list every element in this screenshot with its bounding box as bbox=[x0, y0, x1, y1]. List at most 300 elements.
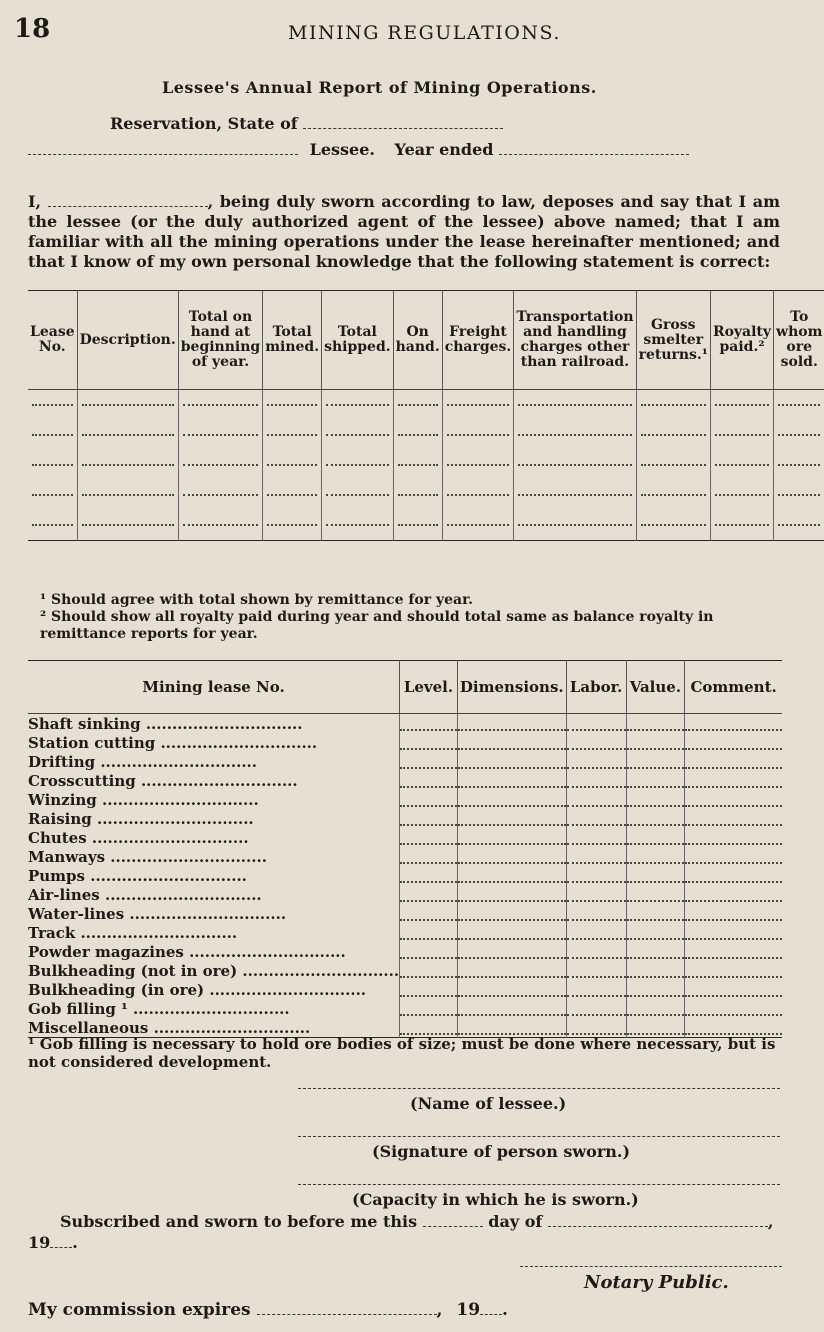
dotted-leader bbox=[567, 945, 626, 959]
table-cell[interactable] bbox=[400, 790, 458, 809]
work-type-label bbox=[28, 885, 400, 904]
table-cell[interactable] bbox=[626, 999, 685, 1018]
dotted-leader bbox=[400, 983, 457, 997]
table-cell[interactable] bbox=[263, 420, 322, 450]
dotted-leader bbox=[400, 850, 457, 864]
dotted-leader bbox=[447, 524, 510, 526]
dotted-leader bbox=[627, 1002, 685, 1016]
year-ended-blank[interactable] bbox=[499, 154, 689, 155]
dotted-leader bbox=[326, 464, 389, 466]
dotted-leader bbox=[183, 434, 258, 436]
table-cell[interactable] bbox=[774, 480, 824, 510]
table-cell[interactable] bbox=[442, 390, 514, 421]
dotted-leader: .............................. bbox=[86, 828, 249, 847]
table-cell[interactable] bbox=[685, 790, 782, 809]
dotted-leader bbox=[458, 850, 566, 864]
dotted-leader bbox=[82, 464, 174, 466]
dotted-leader bbox=[627, 850, 685, 864]
table-cell[interactable] bbox=[626, 714, 685, 734]
dotted-leader bbox=[778, 524, 820, 526]
table-cell[interactable] bbox=[626, 904, 685, 923]
table-cell[interactable] bbox=[566, 980, 626, 999]
dotted-leader bbox=[567, 831, 626, 845]
table-cell[interactable] bbox=[685, 714, 782, 734]
table-cell[interactable] bbox=[400, 809, 458, 828]
dotted-leader bbox=[458, 1002, 566, 1016]
table-cell[interactable] bbox=[626, 847, 685, 866]
table-cell[interactable] bbox=[322, 390, 394, 421]
dotted-leader: .............................. bbox=[237, 961, 400, 980]
dotted-leader bbox=[641, 464, 706, 466]
dotted-leader bbox=[398, 494, 438, 496]
table-row bbox=[28, 714, 782, 734]
table-cell[interactable] bbox=[457, 733, 566, 752]
table-cell[interactable] bbox=[566, 733, 626, 752]
form-title: Lessee's Annual Report of Mining Operations. bbox=[162, 78, 597, 97]
col-value: Value. bbox=[626, 661, 685, 714]
dotted-leader bbox=[458, 888, 566, 902]
table-row bbox=[28, 420, 824, 450]
col-royalty-paid: Royalty paid.² bbox=[710, 291, 773, 390]
table-cell[interactable] bbox=[393, 420, 442, 450]
table-cell[interactable] bbox=[178, 510, 262, 541]
commission-text: My commission expires bbox=[28, 1300, 251, 1320]
table-cell[interactable] bbox=[566, 885, 626, 904]
table-cell[interactable] bbox=[400, 980, 458, 999]
table-cell[interactable] bbox=[626, 980, 685, 999]
table-row bbox=[28, 942, 782, 961]
work-type-text: Drifting bbox=[28, 752, 96, 771]
dotted-leader bbox=[627, 736, 685, 750]
capacity-line[interactable] bbox=[298, 1184, 780, 1185]
table-cell[interactable] bbox=[77, 390, 178, 421]
table-cell[interactable] bbox=[636, 480, 710, 510]
dotted-leader bbox=[641, 434, 706, 436]
table-cell[interactable] bbox=[685, 923, 782, 942]
dotted-leader bbox=[567, 717, 626, 731]
dotted-leader: .............................. bbox=[105, 847, 267, 866]
table-cell[interactable] bbox=[393, 390, 442, 421]
table-cell[interactable] bbox=[566, 923, 626, 942]
table-cell[interactable] bbox=[322, 450, 394, 480]
table-cell[interactable] bbox=[457, 828, 566, 847]
table-row bbox=[28, 866, 782, 885]
table-cell[interactable] bbox=[457, 923, 566, 942]
table-cell[interactable] bbox=[566, 771, 626, 790]
dotted-leader bbox=[567, 774, 626, 788]
table-header-row bbox=[28, 661, 782, 714]
table-cell[interactable] bbox=[457, 904, 566, 923]
table-cell[interactable] bbox=[400, 733, 458, 752]
table-cell[interactable] bbox=[400, 847, 458, 866]
table-cell[interactable] bbox=[514, 510, 636, 541]
table-row bbox=[28, 752, 782, 771]
table-cell[interactable] bbox=[636, 420, 710, 450]
dotted-leader bbox=[400, 755, 457, 769]
dotted-leader bbox=[685, 983, 782, 997]
table-cell[interactable] bbox=[710, 450, 773, 480]
table-cell[interactable] bbox=[566, 790, 626, 809]
table-cell[interactable] bbox=[514, 450, 636, 480]
table-cell[interactable] bbox=[626, 828, 685, 847]
footnote-1: ¹ Should agree with total shown by remittance for year. bbox=[40, 592, 474, 608]
dotted-leader: .............................. bbox=[127, 999, 290, 1018]
table-row bbox=[28, 980, 782, 999]
table-cell[interactable] bbox=[400, 771, 458, 790]
dotted-leader bbox=[400, 869, 457, 883]
dotted-leader bbox=[567, 1002, 626, 1016]
table-cell[interactable] bbox=[393, 450, 442, 480]
dotted-leader bbox=[458, 774, 566, 788]
table-cell[interactable] bbox=[685, 752, 782, 771]
dotted-leader bbox=[567, 1021, 626, 1035]
table-cell[interactable] bbox=[28, 420, 77, 450]
table-cell[interactable] bbox=[626, 752, 685, 771]
reservation-blank[interactable] bbox=[303, 128, 503, 129]
table-cell[interactable] bbox=[710, 420, 773, 450]
oath-paragraph bbox=[28, 192, 780, 272]
table-cell[interactable] bbox=[636, 390, 710, 421]
table-cell[interactable] bbox=[400, 923, 458, 942]
dotted-leader: .............................. bbox=[95, 752, 257, 771]
commission-date-blank[interactable] bbox=[257, 1314, 437, 1315]
table-cell[interactable] bbox=[685, 828, 782, 847]
dotted-leader bbox=[400, 888, 457, 902]
table-cell[interactable] bbox=[457, 980, 566, 999]
col-level: Level. bbox=[400, 661, 458, 714]
dotted-leader bbox=[82, 524, 174, 526]
table-cell[interactable] bbox=[566, 714, 626, 734]
dotted-leader bbox=[518, 434, 631, 436]
table-cell[interactable] bbox=[393, 480, 442, 510]
dotted-leader bbox=[567, 793, 626, 807]
running-title: MINING REGULATIONS. bbox=[288, 22, 561, 44]
col-dimensions: Dimensions. bbox=[457, 661, 566, 714]
table-cell[interactable] bbox=[626, 885, 685, 904]
gob-filling-footnote: ¹ Gob filling is necessary to hold ore bodies of size; must be done where necessary, but is not considered development. bbox=[28, 1035, 776, 1071]
table-cell[interactable] bbox=[77, 450, 178, 480]
table-cell[interactable] bbox=[685, 999, 782, 1018]
month-blank[interactable] bbox=[548, 1226, 768, 1227]
dotted-leader bbox=[82, 434, 174, 436]
table-cell[interactable] bbox=[626, 790, 685, 809]
dotted-leader bbox=[447, 404, 510, 406]
dotted-leader: .............................. bbox=[99, 885, 262, 904]
dotted-leader bbox=[627, 888, 685, 902]
work-type-text: Manways bbox=[28, 847, 106, 866]
table-cell[interactable] bbox=[566, 961, 626, 980]
table-cell[interactable] bbox=[626, 809, 685, 828]
dotted-leader bbox=[400, 717, 457, 731]
dotted-leader bbox=[82, 404, 174, 406]
table-cell[interactable] bbox=[178, 390, 262, 421]
dotted-leader bbox=[641, 404, 706, 406]
table-cell[interactable] bbox=[28, 450, 77, 480]
dotted-leader bbox=[326, 524, 389, 526]
table-cell[interactable] bbox=[685, 847, 782, 866]
dotted-leader: .............................. bbox=[75, 923, 238, 942]
dotted-leader bbox=[458, 736, 566, 750]
table-cell[interactable] bbox=[442, 450, 514, 480]
table-row bbox=[28, 885, 782, 904]
col-description: Description. bbox=[77, 291, 178, 390]
dotted-leader bbox=[715, 464, 769, 466]
dotted-leader bbox=[398, 524, 438, 526]
dotted-leader bbox=[567, 812, 626, 826]
dotted-leader bbox=[183, 524, 258, 526]
dotted-leader bbox=[400, 1021, 457, 1035]
dotted-leader bbox=[715, 524, 769, 526]
table-cell[interactable] bbox=[442, 480, 514, 510]
table-cell[interactable] bbox=[400, 828, 458, 847]
table-cell[interactable] bbox=[178, 450, 262, 480]
table-cell[interactable] bbox=[710, 480, 773, 510]
table-cell[interactable] bbox=[636, 510, 710, 541]
table-cell[interactable] bbox=[400, 752, 458, 771]
col-total-shipped: Total shipped. bbox=[322, 291, 394, 390]
lessee-blank[interactable] bbox=[28, 154, 298, 155]
dotted-leader bbox=[458, 983, 566, 997]
table-cell[interactable] bbox=[400, 885, 458, 904]
signature-line[interactable] bbox=[298, 1136, 780, 1137]
table-cell[interactable] bbox=[322, 480, 394, 510]
dotted-leader: .............................. bbox=[91, 809, 254, 828]
work-type-label bbox=[28, 866, 400, 885]
reservation-line bbox=[110, 114, 503, 133]
table-cell[interactable] bbox=[457, 961, 566, 980]
dotted-leader bbox=[400, 831, 457, 845]
oath-text: , being duly sworn according to law, deposes and say that I am the lessee (or the duly authorized agent of the lessee) above named; that I am familiar with all the mining operations under the lease hereinafter mentioned; and that I know of my own personal knowledge that the following statement is correct: bbox=[28, 192, 780, 271]
dotted-leader bbox=[627, 869, 685, 883]
dotted-leader bbox=[627, 774, 685, 788]
table-cell[interactable] bbox=[457, 752, 566, 771]
dotted-leader bbox=[685, 831, 782, 845]
notary-signature-line[interactable] bbox=[520, 1266, 782, 1267]
dotted-leader bbox=[567, 888, 626, 902]
work-type-label bbox=[28, 961, 400, 980]
col-gross-smelter-returns: Gross smelter returns.¹ bbox=[636, 291, 710, 390]
dotted-leader bbox=[400, 736, 457, 750]
table-cell[interactable] bbox=[400, 999, 458, 1018]
work-type-text: Miscellaneous bbox=[28, 1018, 149, 1037]
dotted-leader bbox=[627, 907, 685, 921]
table-cell[interactable] bbox=[28, 390, 77, 421]
table-cell[interactable] bbox=[400, 942, 458, 961]
table-cell[interactable] bbox=[685, 942, 782, 961]
table-cell[interactable] bbox=[774, 390, 824, 421]
oath-start: I, bbox=[28, 192, 42, 211]
table-cell[interactable] bbox=[626, 733, 685, 752]
table-cell[interactable] bbox=[457, 771, 566, 790]
dotted-leader bbox=[627, 717, 685, 731]
table-cell[interactable] bbox=[442, 420, 514, 450]
table-cell[interactable] bbox=[400, 961, 458, 980]
col-total-on-hand-beginning: Total on hand at beginning of year. bbox=[178, 291, 262, 390]
dotted-leader: .............................. bbox=[96, 790, 259, 809]
dotted-leader bbox=[627, 945, 685, 959]
work-type-text: Track bbox=[28, 923, 76, 942]
table-cell[interactable] bbox=[457, 809, 566, 828]
table-cell[interactable] bbox=[263, 480, 322, 510]
dotted-leader bbox=[447, 494, 510, 496]
day-blank[interactable] bbox=[423, 1226, 483, 1227]
lessee-name-line[interactable] bbox=[298, 1088, 780, 1089]
table-cell[interactable] bbox=[400, 866, 458, 885]
table-cell[interactable] bbox=[685, 980, 782, 999]
table-cell[interactable] bbox=[77, 420, 178, 450]
dotted-leader bbox=[567, 907, 626, 921]
table-cell[interactable] bbox=[685, 809, 782, 828]
table-cell[interactable] bbox=[626, 866, 685, 885]
dotted-leader bbox=[267, 524, 317, 526]
table-cell[interactable] bbox=[685, 866, 782, 885]
table-cell[interactable] bbox=[457, 847, 566, 866]
table-row bbox=[28, 480, 824, 510]
table-cell[interactable] bbox=[514, 390, 636, 421]
dotted-leader bbox=[627, 983, 685, 997]
dotted-leader bbox=[183, 404, 258, 406]
dotted-leader bbox=[685, 755, 782, 769]
dotted-leader bbox=[400, 907, 457, 921]
table-cell[interactable] bbox=[685, 771, 782, 790]
dotted-leader bbox=[685, 717, 782, 731]
dotted-leader bbox=[326, 434, 389, 436]
table-cell[interactable] bbox=[457, 942, 566, 961]
table-cell[interactable] bbox=[774, 420, 824, 450]
commission-line: My commission expires , 19 . bbox=[28, 1300, 508, 1320]
dotted-leader bbox=[567, 755, 626, 769]
subscribed-year-line: 19 . bbox=[28, 1233, 78, 1252]
work-type-text: Chutes bbox=[28, 828, 87, 847]
table-cell[interactable] bbox=[626, 923, 685, 942]
commission-year-prefix: 19 bbox=[456, 1300, 481, 1320]
table-cell[interactable] bbox=[626, 771, 685, 790]
table-row bbox=[28, 771, 782, 790]
table-cell[interactable] bbox=[566, 866, 626, 885]
dotted-leader bbox=[398, 404, 438, 406]
table-cell[interactable] bbox=[685, 733, 782, 752]
table-cell[interactable] bbox=[685, 904, 782, 923]
dotted-leader bbox=[685, 888, 782, 902]
dotted-leader bbox=[567, 850, 626, 864]
table-cell[interactable] bbox=[626, 961, 685, 980]
dotted-leader bbox=[458, 831, 566, 845]
table-cell[interactable] bbox=[774, 450, 824, 480]
table-cell[interactable] bbox=[514, 420, 636, 450]
lessee-label: Lessee. bbox=[309, 140, 375, 159]
table-cell[interactable] bbox=[457, 885, 566, 904]
table-cell[interactable] bbox=[263, 510, 322, 541]
table-cell[interactable] bbox=[393, 510, 442, 541]
dotted-leader bbox=[627, 964, 685, 978]
table-cell[interactable] bbox=[566, 828, 626, 847]
table-cell[interactable] bbox=[322, 420, 394, 450]
dotted-leader: .............................. bbox=[155, 733, 318, 752]
table-cell[interactable] bbox=[626, 942, 685, 961]
dotted-leader bbox=[32, 524, 73, 526]
table-cell[interactable] bbox=[685, 885, 782, 904]
table-row bbox=[28, 923, 782, 942]
table-cell[interactable] bbox=[566, 942, 626, 961]
dotted-leader bbox=[447, 464, 510, 466]
table-cell[interactable] bbox=[457, 866, 566, 885]
ore-production-table bbox=[28, 290, 824, 541]
table-cell[interactable] bbox=[178, 480, 262, 510]
dotted-leader bbox=[685, 1021, 782, 1035]
dotted-leader bbox=[447, 434, 510, 436]
table-cell[interactable] bbox=[457, 714, 566, 734]
work-type-text: Shaft sinking bbox=[28, 714, 141, 733]
dotted-leader bbox=[326, 404, 389, 406]
dotted-leader bbox=[715, 494, 769, 496]
table-cell[interactable] bbox=[322, 510, 394, 541]
dotted-leader bbox=[458, 812, 566, 826]
table-row bbox=[28, 904, 782, 923]
col-total-mined: Total mined. bbox=[263, 291, 322, 390]
dotted-leader: .............................. bbox=[135, 771, 298, 790]
dotted-leader bbox=[518, 494, 631, 496]
table-cell[interactable] bbox=[636, 450, 710, 480]
table-cell[interactable] bbox=[263, 450, 322, 480]
table-row bbox=[28, 809, 782, 828]
work-type-label bbox=[28, 752, 400, 771]
table-cell[interactable] bbox=[514, 480, 636, 510]
table-cell[interactable] bbox=[685, 961, 782, 980]
dotted-leader bbox=[400, 945, 457, 959]
work-type-text: Winzing bbox=[28, 790, 97, 809]
table-cell[interactable] bbox=[263, 390, 322, 421]
dotted-leader bbox=[458, 717, 566, 731]
table-cell[interactable] bbox=[566, 847, 626, 866]
subscribed-year-blank[interactable] bbox=[50, 1247, 72, 1248]
table-cell[interactable] bbox=[400, 714, 458, 734]
dotted-leader bbox=[458, 907, 566, 921]
dotted-leader bbox=[518, 404, 631, 406]
dotted-leader bbox=[685, 736, 782, 750]
table-cell[interactable] bbox=[77, 510, 178, 541]
table-cell[interactable] bbox=[28, 510, 77, 541]
dotted-leader bbox=[458, 869, 566, 883]
table-cell[interactable] bbox=[710, 390, 773, 421]
table-cell[interactable] bbox=[566, 809, 626, 828]
work-type-label bbox=[28, 942, 400, 961]
table-cell[interactable] bbox=[28, 480, 77, 510]
dotted-leader bbox=[778, 464, 820, 466]
table-cell[interactable] bbox=[566, 752, 626, 771]
dotted-leader bbox=[685, 774, 782, 788]
affiant-name-blank[interactable] bbox=[48, 206, 208, 207]
commission-year-blank[interactable] bbox=[480, 1314, 502, 1315]
work-type-text: Raising bbox=[28, 809, 92, 828]
dotted-leader bbox=[685, 1002, 782, 1016]
table-cell[interactable] bbox=[457, 999, 566, 1018]
table-cell[interactable] bbox=[457, 790, 566, 809]
table-cell[interactable] bbox=[178, 420, 262, 450]
table-cell[interactable] bbox=[566, 904, 626, 923]
lessee-name-label: (Name of lessee.) bbox=[410, 1094, 567, 1113]
table-cell[interactable] bbox=[774, 510, 824, 541]
table-cell[interactable] bbox=[442, 510, 514, 541]
dotted-leader bbox=[458, 945, 566, 959]
subscribed-text: Subscribed and sworn to before me this bbox=[60, 1212, 418, 1231]
dotted-leader bbox=[267, 494, 317, 496]
table-cell[interactable] bbox=[400, 904, 458, 923]
table-cell[interactable] bbox=[566, 999, 626, 1018]
table-cell[interactable] bbox=[77, 480, 178, 510]
table-row bbox=[28, 390, 824, 421]
table-cell[interactable] bbox=[710, 510, 773, 541]
dotted-leader bbox=[32, 404, 73, 406]
